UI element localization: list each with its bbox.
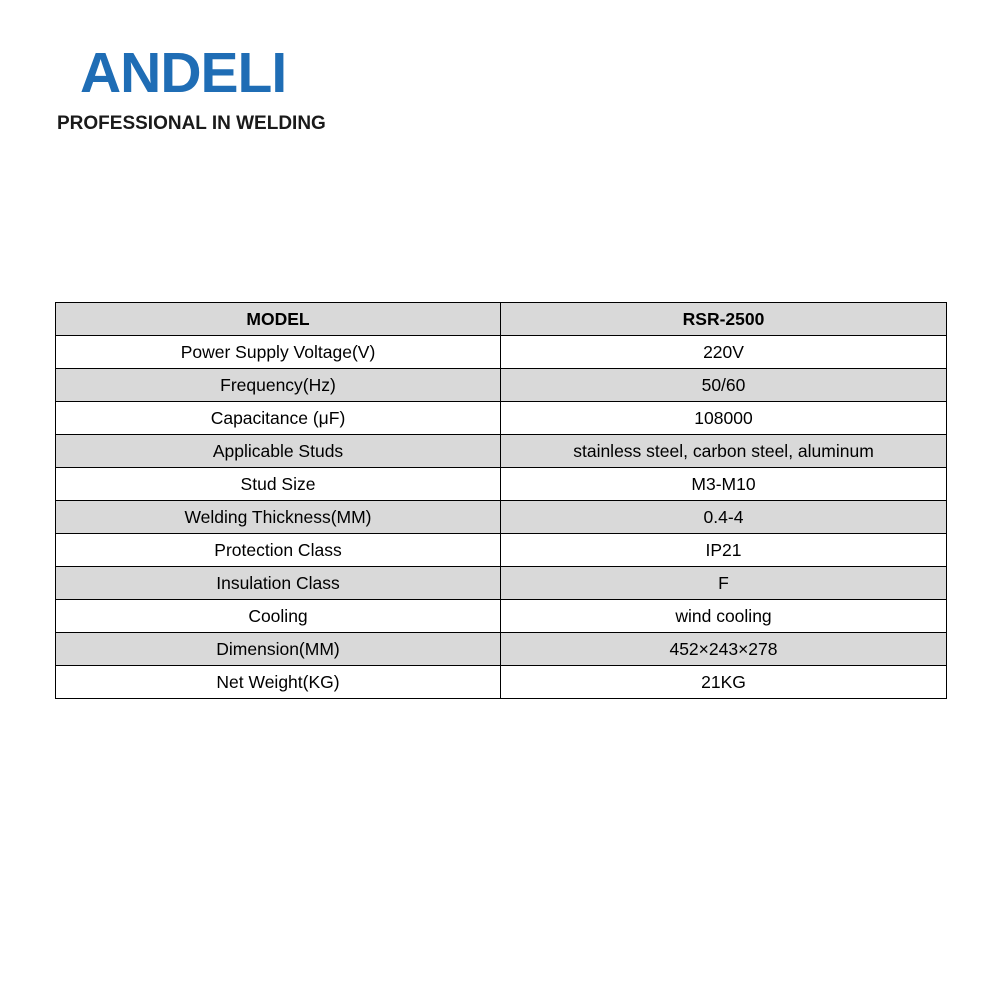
spec-value: F [501, 567, 947, 600]
spec-value: M3-M10 [501, 468, 947, 501]
spec-label: Frequency(Hz) [56, 369, 501, 402]
table-row [56, 468, 947, 501]
spec-value: 220V [501, 336, 947, 369]
spec-value: wind cooling [501, 600, 947, 633]
table-row [56, 336, 947, 369]
spec-label: Insulation Class [56, 567, 501, 600]
table-row [56, 666, 947, 699]
brand-logo: ANDELI [80, 41, 287, 105]
spec-value: 50/60 [501, 369, 947, 402]
spec-label: Dimension(MM) [56, 633, 501, 666]
table-row [56, 435, 947, 468]
table-row [56, 567, 947, 600]
spec-value: 452×243×278 [501, 633, 947, 666]
spec-table [55, 302, 947, 699]
spec-label: Power Supply Voltage(V) [56, 336, 501, 369]
spec-label: Net Weight(KG) [56, 666, 501, 699]
table-row [56, 534, 947, 567]
spec-label: Stud Size [56, 468, 501, 501]
spec-value: 0.4-4 [501, 501, 947, 534]
spec-header-label: MODEL [56, 303, 501, 336]
spec-header-row [56, 303, 947, 336]
spec-header-value: RSR-2500 [501, 303, 947, 336]
table-row [56, 600, 947, 633]
spec-value: 108000 [501, 402, 947, 435]
spec-value: IP21 [501, 534, 947, 567]
brand-tagline: PROFESSIONAL IN WELDING [57, 113, 326, 134]
table-row [56, 402, 947, 435]
table-row [56, 369, 947, 402]
spec-label: Protection Class [56, 534, 501, 567]
table-row [56, 501, 947, 534]
spec-label: Capacitance (μF) [56, 402, 501, 435]
spec-value: 21KG [501, 666, 947, 699]
spec-label: Applicable Studs [56, 435, 501, 468]
spec-label: Welding Thickness(MM) [56, 501, 501, 534]
spec-value: stainless steel, carbon steel, aluminum [501, 435, 947, 468]
table-row [56, 633, 947, 666]
spec-label: Cooling [56, 600, 501, 633]
